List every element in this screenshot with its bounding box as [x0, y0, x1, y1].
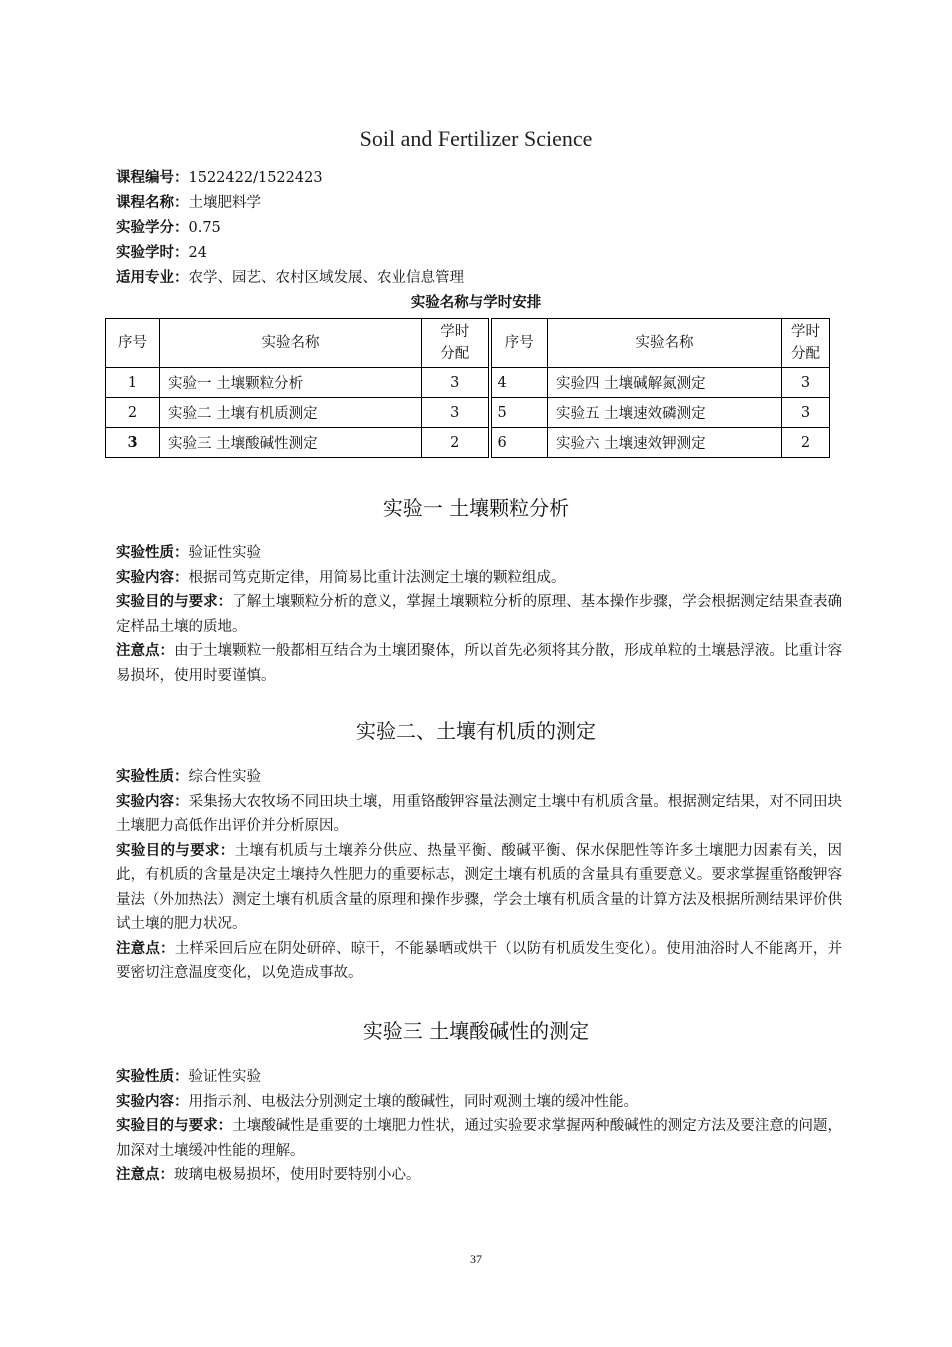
item-label: 实验性质：	[116, 1069, 189, 1085]
section-item	[116, 590, 842, 639]
cell-seq: 4	[490, 368, 548, 398]
item-text: 土样采回后应在阴处研碎、晾干，不能暴晒或烘干（以防有机质发生变化）。使用油浴时人不能离开，并要密切注意温度变化，以免造成事故。	[116, 940, 843, 981]
cell-name: 实验三 土壤酸碱性测定	[160, 428, 422, 458]
course-meta	[116, 166, 464, 291]
item-label: 实验性质：	[116, 769, 189, 785]
section-item	[116, 541, 842, 566]
meta-value: 土壤肥料学	[188, 195, 261, 211]
cell-name: 实验一 土壤颗粒分析	[160, 368, 422, 398]
course-english-title: Soil and Fertilizer Science	[359, 126, 593, 151]
item-text: 用指示剂、电极法分别测定土壤的酸碱性，同时观测土壤的缓冲性能。	[188, 1093, 638, 1110]
cell-name: 实验六 土壤速效钾测定	[548, 428, 782, 458]
section-body	[116, 765, 842, 986]
header-hours-text: 学时分配	[440, 324, 470, 362]
schedule-table	[105, 318, 830, 458]
section-body	[116, 541, 842, 688]
section-item	[116, 937, 842, 986]
header-seq: 序号	[106, 319, 160, 368]
item-text: 土壤有机质与土壤养分供应、热量平衡、酸碱平衡、保水保肥性等许多土壤肥力因素有关，因此，有机质的含量是决定土壤持久性肥力的重要标志，测定土壤有机质的含量具有重要意义。要求掌握重铬酸钾容量法（外加热法）测定土壤有机质含量的原理和操作步骤，学会土壤有机质含量的计算方法及根据所测结果评价供试土壤的肥力状况。	[116, 842, 843, 932]
table-header-row	[106, 319, 830, 368]
item-label: 实验目的与要求：	[116, 842, 235, 859]
meta-value: 1522422/1522423	[188, 170, 323, 186]
meta-value: 0.75	[188, 220, 221, 236]
item-label: 注意点：	[116, 940, 175, 957]
header-hours	[422, 319, 490, 368]
header-hours-2	[782, 319, 830, 368]
meta-value: 农学、园艺、农村区域发展、农业信息管理	[188, 270, 464, 286]
meta-credits	[116, 216, 464, 241]
item-text: 采集扬大农牧场不同田块土壤，用重铬酸钾容量法测定土壤中有机质含量。根据测定结果，对不同田块土壤肥力高低作出评价并分析原因。	[116, 793, 843, 834]
meta-label: 适用专业：	[116, 270, 189, 286]
cell-hours: 3	[782, 368, 830, 398]
cell-seq: 1	[106, 368, 160, 398]
item-label: 实验性质：	[116, 545, 189, 561]
section-body	[116, 1065, 842, 1188]
section-item	[116, 1065, 842, 1090]
table-caption: 实验名称与学时安排	[410, 295, 542, 311]
item-label: 注意点：	[116, 643, 175, 659]
header-name: 实验名称	[160, 319, 422, 368]
section-item	[116, 765, 842, 790]
cell-seq: 5	[490, 398, 548, 428]
cell-hours: 3	[782, 398, 830, 428]
item-label: 注意点：	[116, 1167, 174, 1183]
cell-name: 实验二 土壤有机质测定	[160, 398, 422, 428]
meta-label: 实验学分：	[116, 220, 189, 236]
item-text: 玻璃电极易损坏，使用时要特别小心。	[174, 1167, 421, 1183]
header-hours-text: 学时分配	[791, 324, 820, 362]
table-row	[106, 428, 830, 458]
page-number: 37	[470, 1252, 482, 1266]
cell-hours: 3	[422, 398, 490, 428]
section-heading: 实验三 土壤酸碱性的测定	[362, 1019, 590, 1043]
cell-hours: 2	[422, 428, 490, 458]
section-item	[116, 1163, 842, 1188]
header-seq-2: 序号	[490, 319, 548, 368]
cell-seq: 3	[106, 428, 160, 458]
item-text: 根据司笃克斯定律，用简易比重计法测定土壤的颗粒组成。	[188, 569, 566, 586]
table-row	[106, 398, 830, 428]
section-item	[116, 639, 842, 688]
section-item	[116, 566, 842, 591]
cell-name: 实验五 土壤速效磷测定	[548, 398, 782, 428]
header-name-2: 实验名称	[548, 319, 782, 368]
table-row	[106, 368, 830, 398]
item-label: 实验内容：	[116, 569, 189, 586]
item-text: 由于土壤颗粒一般都相互结合为土壤团聚体，所以首先必须将其分散，形成单粒的土壤悬浮液。比重计容易损坏，使用时要谨慎。	[116, 643, 843, 684]
item-text: 验证性实验	[188, 545, 261, 561]
cell-name: 实验四 土壤碱解氮测定	[548, 368, 782, 398]
item-text: 验证性实验	[188, 1069, 261, 1085]
meta-label: 课程编号：	[116, 170, 189, 186]
section-heading: 实验一 土壤颗粒分析	[382, 496, 570, 520]
item-label: 实验目的与要求：	[116, 1118, 233, 1134]
meta-value: 24	[188, 245, 207, 261]
meta-majors	[116, 266, 464, 291]
cell-hours: 3	[422, 368, 490, 398]
cell-hours: 2	[782, 428, 830, 458]
cell-seq: 2	[106, 398, 160, 428]
section-item	[116, 1090, 842, 1115]
meta-course-name	[116, 191, 464, 216]
item-label: 实验内容：	[116, 1093, 189, 1110]
meta-label: 实验学时：	[116, 245, 189, 261]
section-item	[116, 839, 842, 937]
meta-hours	[116, 241, 464, 266]
item-text: 土壤酸碱性是重要的土壤肥力性状，通过实验要求掌握两种酸碱性的测定方法及要注意的问题，加深对土壤缓冲性能的理解。	[116, 1118, 843, 1159]
meta-label: 课程名称：	[116, 195, 189, 211]
item-label: 实验内容：	[116, 793, 189, 810]
section-item	[116, 790, 842, 839]
item-text: 了解土壤颗粒分析的意义，掌握土壤颗粒分析的原理、基本操作步骤，学会根据测定结果查表确定样品土壤的质地。	[116, 594, 843, 635]
item-label: 实验目的与要求：	[116, 594, 233, 610]
section-item	[116, 1114, 842, 1163]
meta-course-code	[116, 166, 464, 191]
item-text: 综合性实验	[188, 769, 261, 785]
cell-seq: 6	[490, 428, 548, 458]
section-heading: 实验二、土壤有机质的测定	[356, 719, 596, 743]
